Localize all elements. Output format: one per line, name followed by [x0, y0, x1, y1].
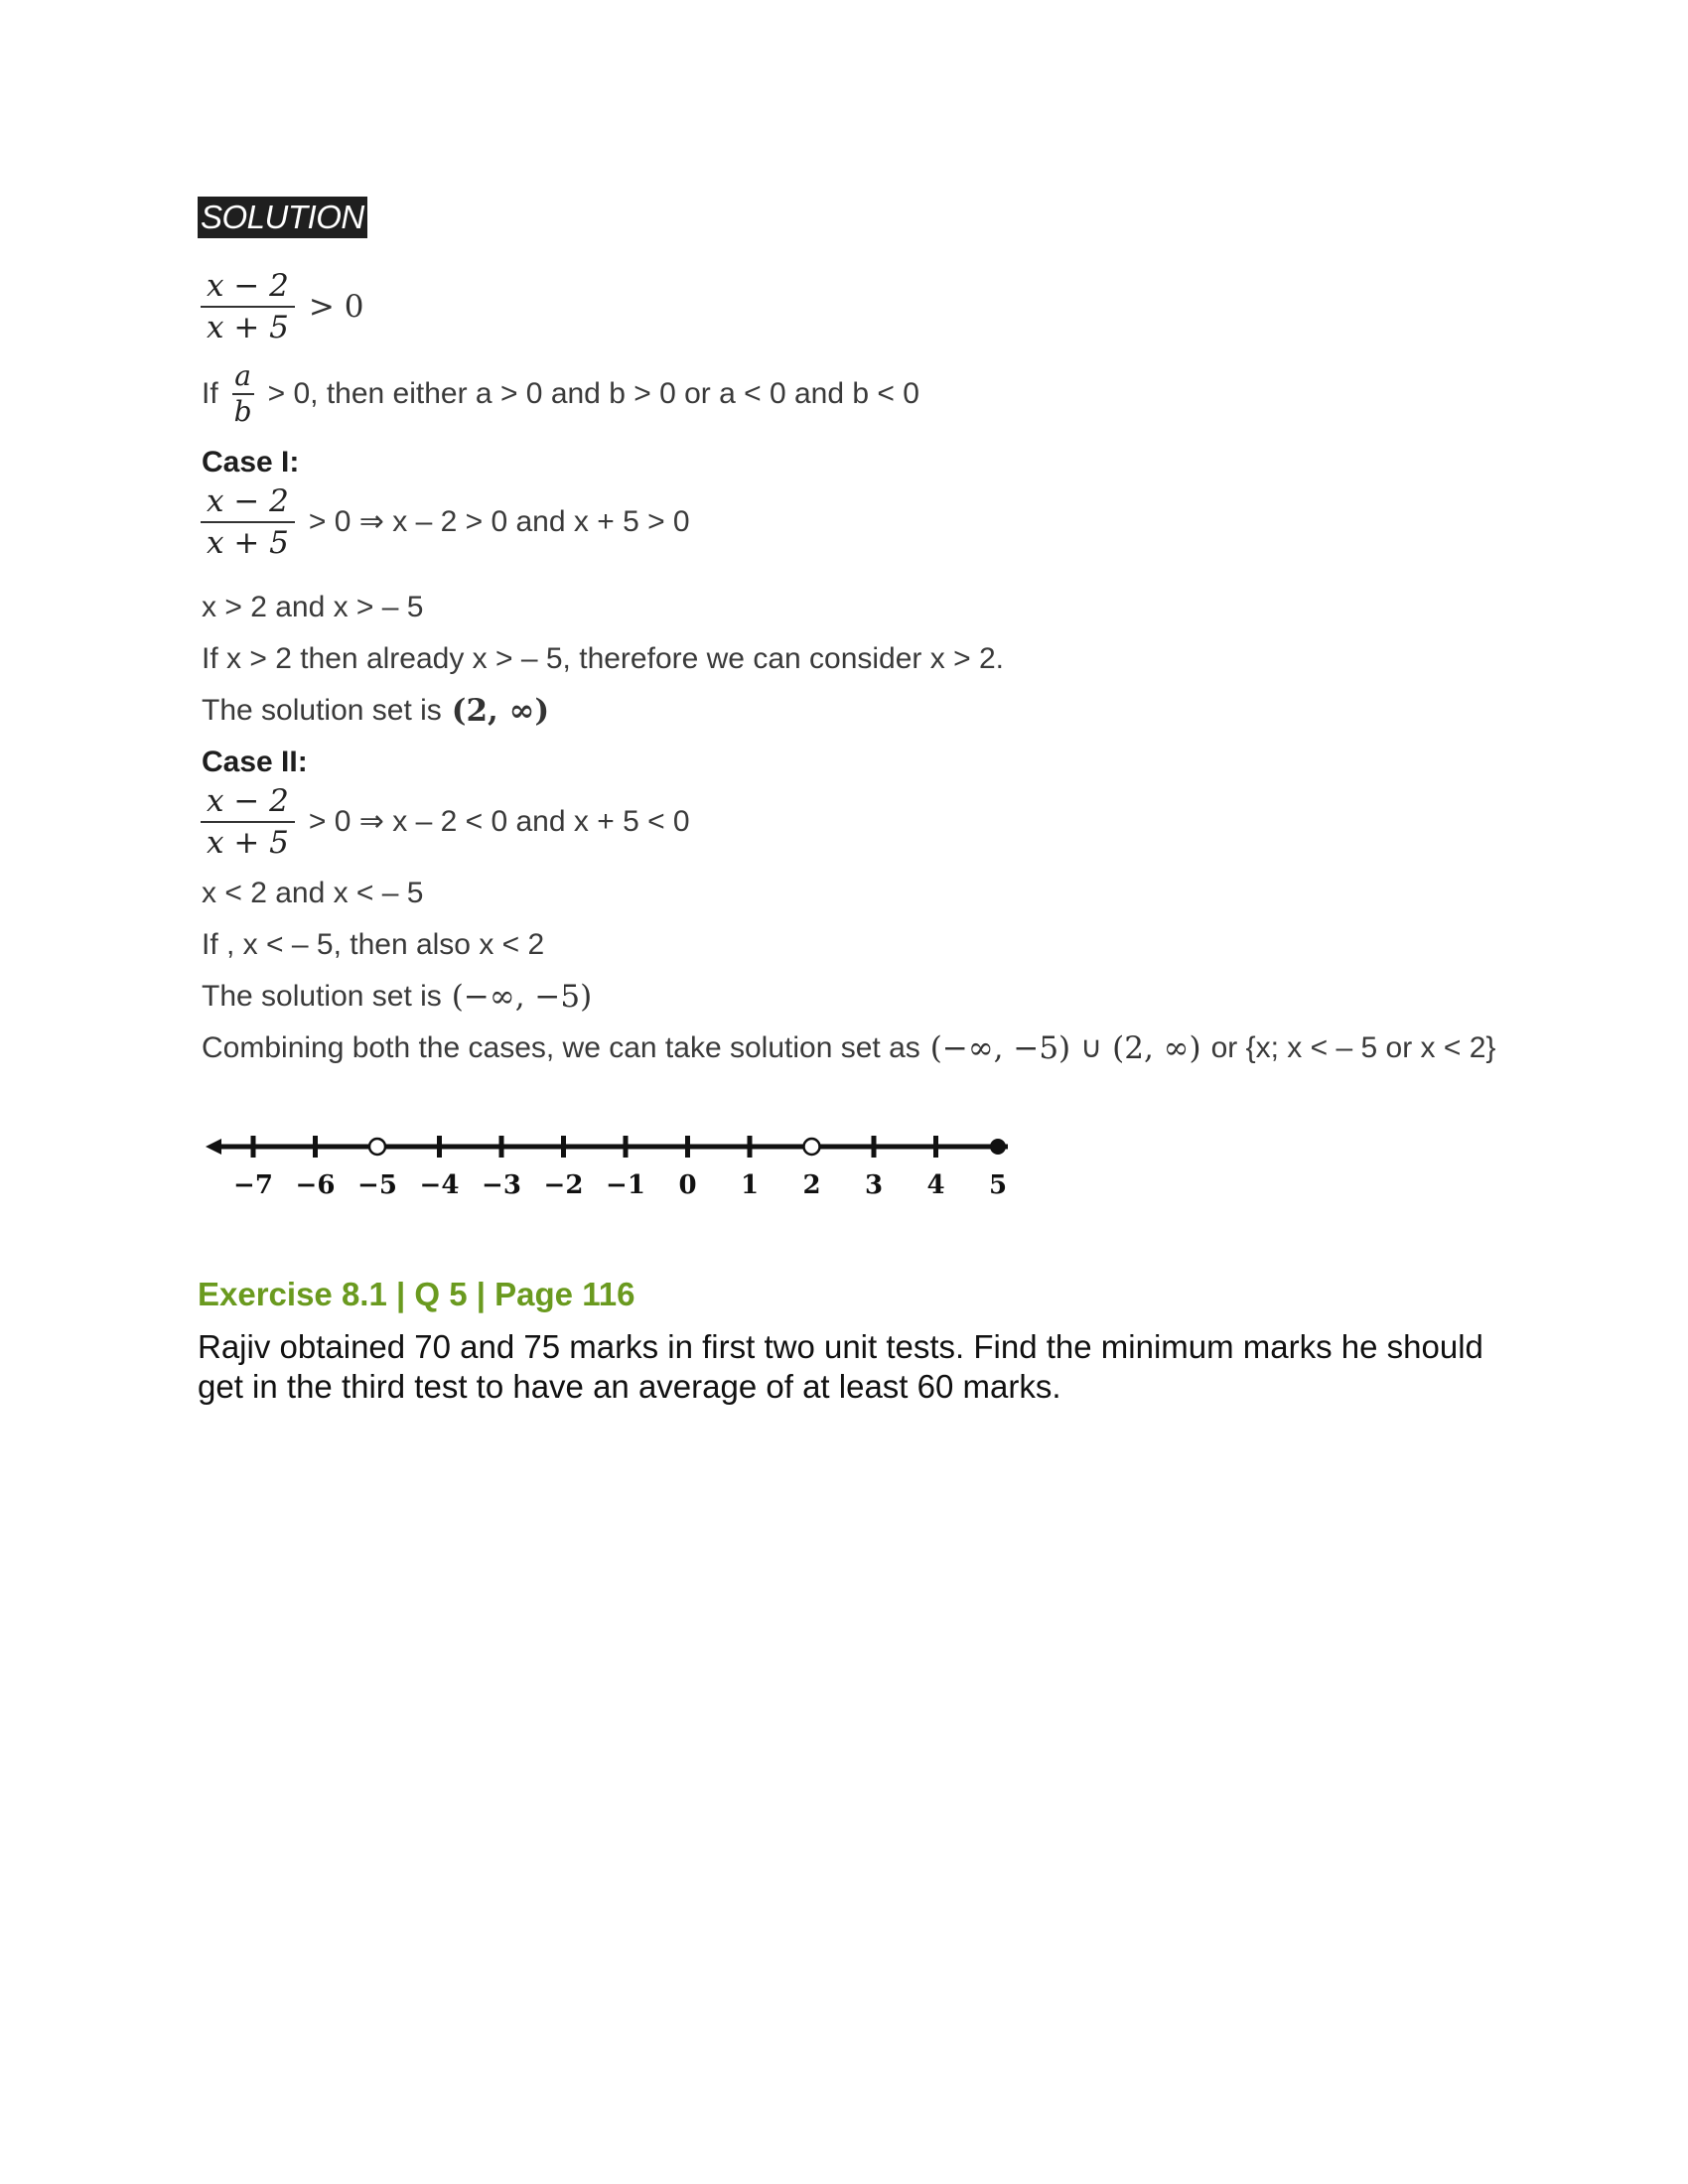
fraction: $\frac{x - 2}{x + 5}$	[201, 266, 295, 347]
case-1-heading: Case I:	[202, 446, 300, 478]
tick-label: −2	[543, 1170, 584, 1200]
solution-label: SOLUTION	[198, 197, 367, 238]
tick-label: 1	[740, 1170, 760, 1200]
relation: > 0	[308, 289, 364, 325]
number-line	[194, 1112, 1048, 1231]
question-text: Rajiv obtained 70 and 75 marks in first two unit tests. Find the minimum marks he should get in the third test to have an average of at least 60 marks.	[198, 1328, 1483, 1405]
tick-label: −5	[357, 1170, 397, 1200]
case-2-line-a: x < 2 and x < – 5	[202, 877, 424, 909]
tick-label: −4	[419, 1170, 460, 1200]
case-1-line-b: If x > 2 then already x > – 5, therefore we can consider x > 2.	[202, 642, 1004, 675]
case-1-line-a: x > 2 and x > – 5	[202, 591, 424, 623]
tick-label: 4	[926, 1170, 945, 1200]
case-1-expression: $\frac{x - 2}{x + 5}$ > 0 ⇒ x – 2 > 0 and x + 5 > 0	[201, 481, 690, 563]
case-2-expression: $\frac{x - 2}{x + 5}$ > 0 ⇒ x – 2 < 0 and x + 5 < 0	[201, 781, 690, 863]
open-point	[369, 1139, 385, 1155]
tick-label: 0	[678, 1170, 697, 1200]
left-arrow-icon	[206, 1139, 221, 1155]
case-2-line-b: If , x < – 5, then also x < 2	[202, 928, 545, 961]
tick-label: −3	[482, 1170, 521, 1200]
tick-label: −7	[233, 1170, 273, 1200]
tick-label: 5	[988, 1170, 1008, 1200]
tick-label: −1	[606, 1170, 645, 1200]
exercise-heading: Exercise 8.1 | Q 5 | Page 116	[198, 1276, 635, 1312]
case-2-heading: Case II:	[202, 746, 308, 778]
case-1-solution-set: The solution set is (2, ∞)	[202, 693, 550, 729]
end-point	[990, 1139, 1006, 1155]
fraction-a-over-b: $\frac{a}{b}$	[233, 359, 252, 428]
tick-label: 3	[864, 1170, 884, 1200]
tick-label: 2	[802, 1170, 821, 1200]
sign-rule-line: If $\frac{a}{b}$ > 0, then either a > 0 and b > 0 or a < 0 and b < 0	[202, 359, 919, 428]
case-2-solution-set: The solution set is (−∞, −5)	[202, 979, 593, 1015]
combined-solution-line: Combining both the cases, we can take solution set as (−∞, −5) ∪ (2, ∞) or {x; x < – 5 or x < 2}	[202, 1030, 1496, 1066]
inequality-main	[201, 266, 363, 347]
open-point	[804, 1139, 820, 1155]
tick-label: −6	[295, 1170, 336, 1200]
